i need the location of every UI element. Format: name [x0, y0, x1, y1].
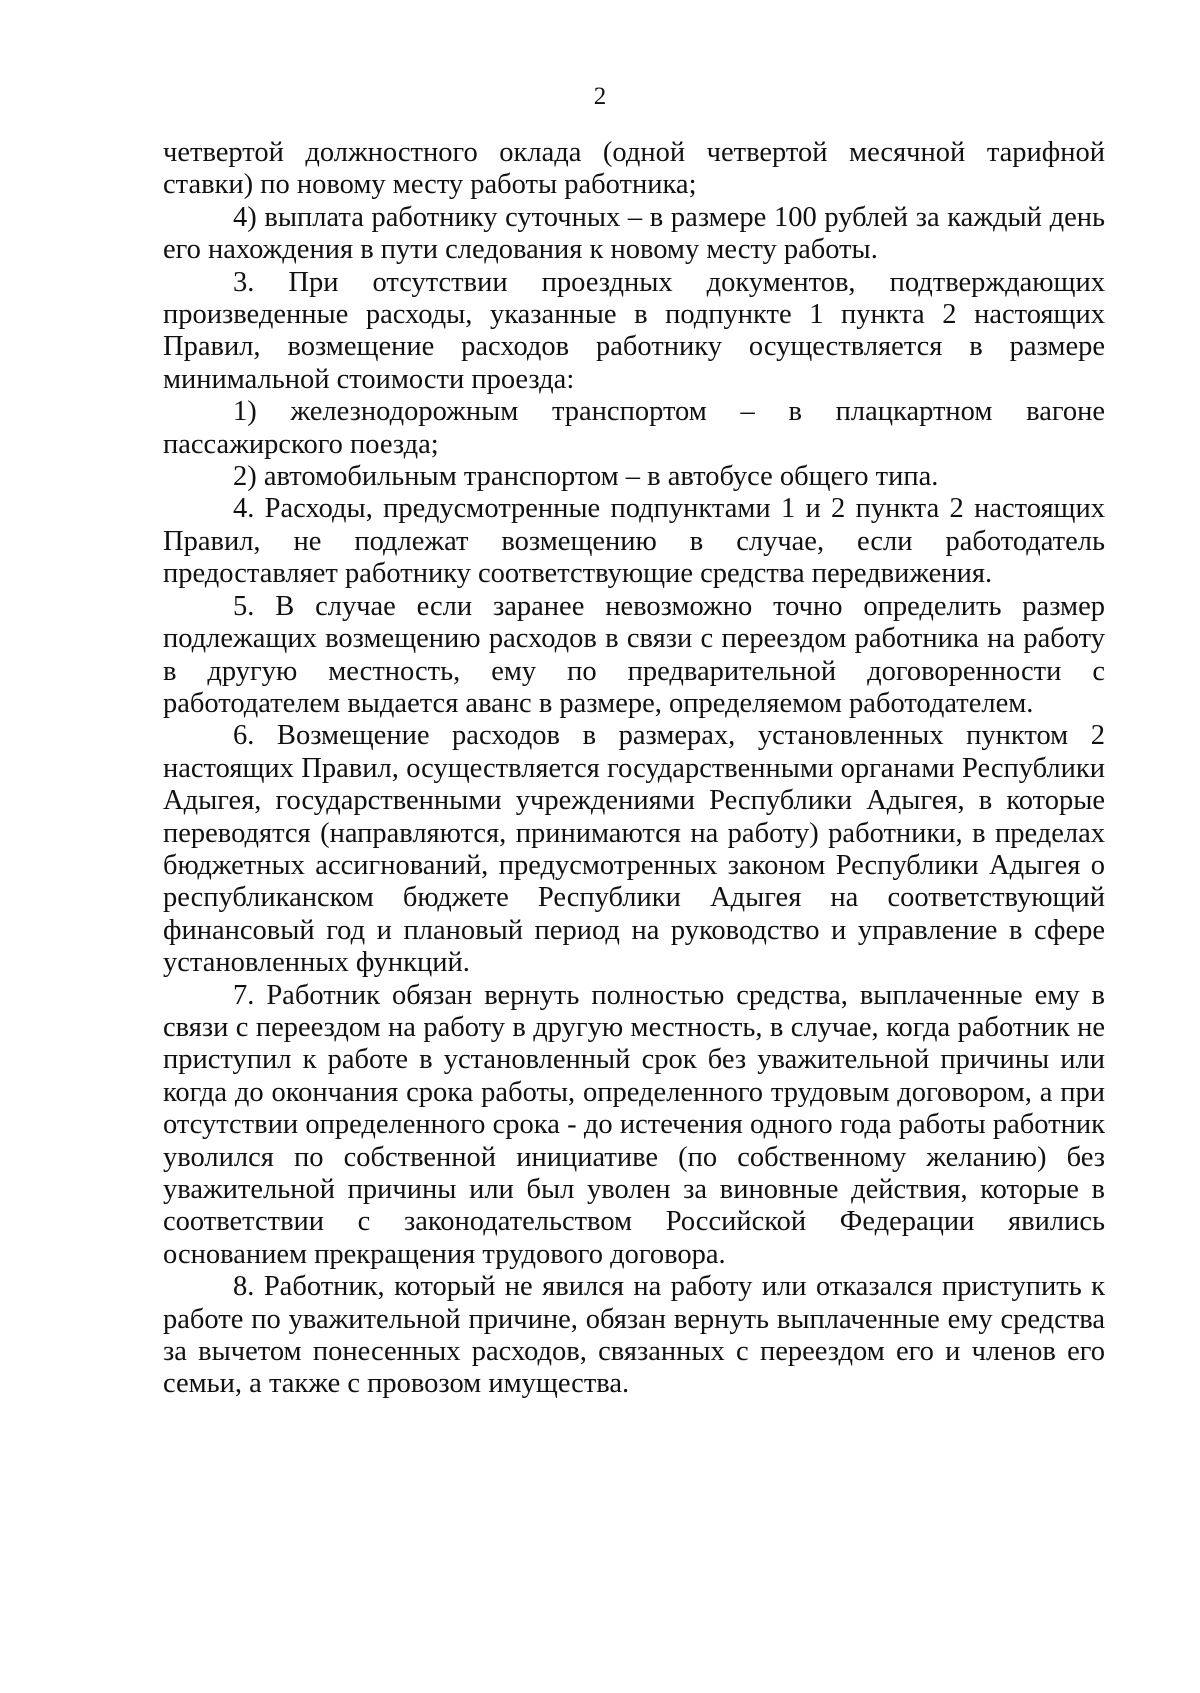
paragraph-clause-3-item-2: 2) автомобильным транспортом – в автобусе общего типа.	[233, 461, 939, 493]
paragraph-clause-6: 6. Возмещение расходов в размерах, установленных пунктом 2 настоящих Правил, осуществляется государственными органами Республики Адыгея, государственными учреждениями Республики Адыгея, в которые переводятся (направляются, принимаются на работу) работники, в пределах бюджетных ассигнований, предусмотренных законом Республики Адыгея о республиканском бюджете Республики Адыгея на соответствующий финансовый год и плановый период на руководство и управление в сфере установленных функций.	[163, 720, 1105, 979]
paragraph-clause-3-item-1: 1) железнодорожным транспортом – в плацкартном вагоне пассажирского поезда;	[163, 396, 1105, 460]
paragraph-continuation: четвертой должностного оклада (одной четвертой месячной тарифной ставки) по новому месту работы работника;	[163, 137, 1105, 201]
paragraph-item-4: 4) выплата работнику суточных – в размере 100 рублей за каждый день его нахождения в пути следования к новому месту работы.	[163, 201, 1105, 266]
paragraph-clause-4: 4. Расходы, предусмотренные подпунктами 1 и 2 пункта 2 настоящих Правил, не подлежат возмещению в случае, если работодатель предоставляет работнику соответствующие средства передвижения.	[163, 493, 1105, 590]
paragraph-clause-8: 8. Работник, который не явился на работу или отказался приступить к работе по уважительной причине, обязан вернуть выплаченные ему средства за вычетом понесенных расходов, связанных с переездом его и членов его семьи, а также с провозом имущества.	[163, 1271, 1105, 1400]
page-number: 2	[593, 83, 607, 110]
document-body	[163, 137, 1105, 1401]
paragraph-clause-3: 3. При отсутствии проездных документов, подтверждающих произведенные расходы, указанные в подпункте 1 пункта 2 настоящих Правил, возмещение расходов работнику осуществляется в размере минимальной стоимости проезда:	[163, 266, 1105, 395]
paragraph-clause-5: 5. В случае если заранее невозможно точно определить размер подлежащих возмещению расходов в связи с переездом работника на работу в другую местность, ему по предварительной договоренности с работодателем выдается аванс в размере, определяемом работодателем.	[163, 590, 1105, 719]
paragraph-clause-7: 7. Работник обязан вернуть полностью средства, выплаченные ему в связи с переездом на работу в другую местность, в случае, когда работник не приступил к работе в установленный срок без уважительной причины или когда до окончания срока работы, определенного трудовым договором, а при отсутствии определенного срока - до истечения одного года работы работник уволился по собственной инициативе (по собственному желанию) без уважительной причины или был уволен за виновные действия, которые в соответствии с законодательством Российской Федерации явились основанием прекращения трудового договора.	[163, 979, 1105, 1270]
